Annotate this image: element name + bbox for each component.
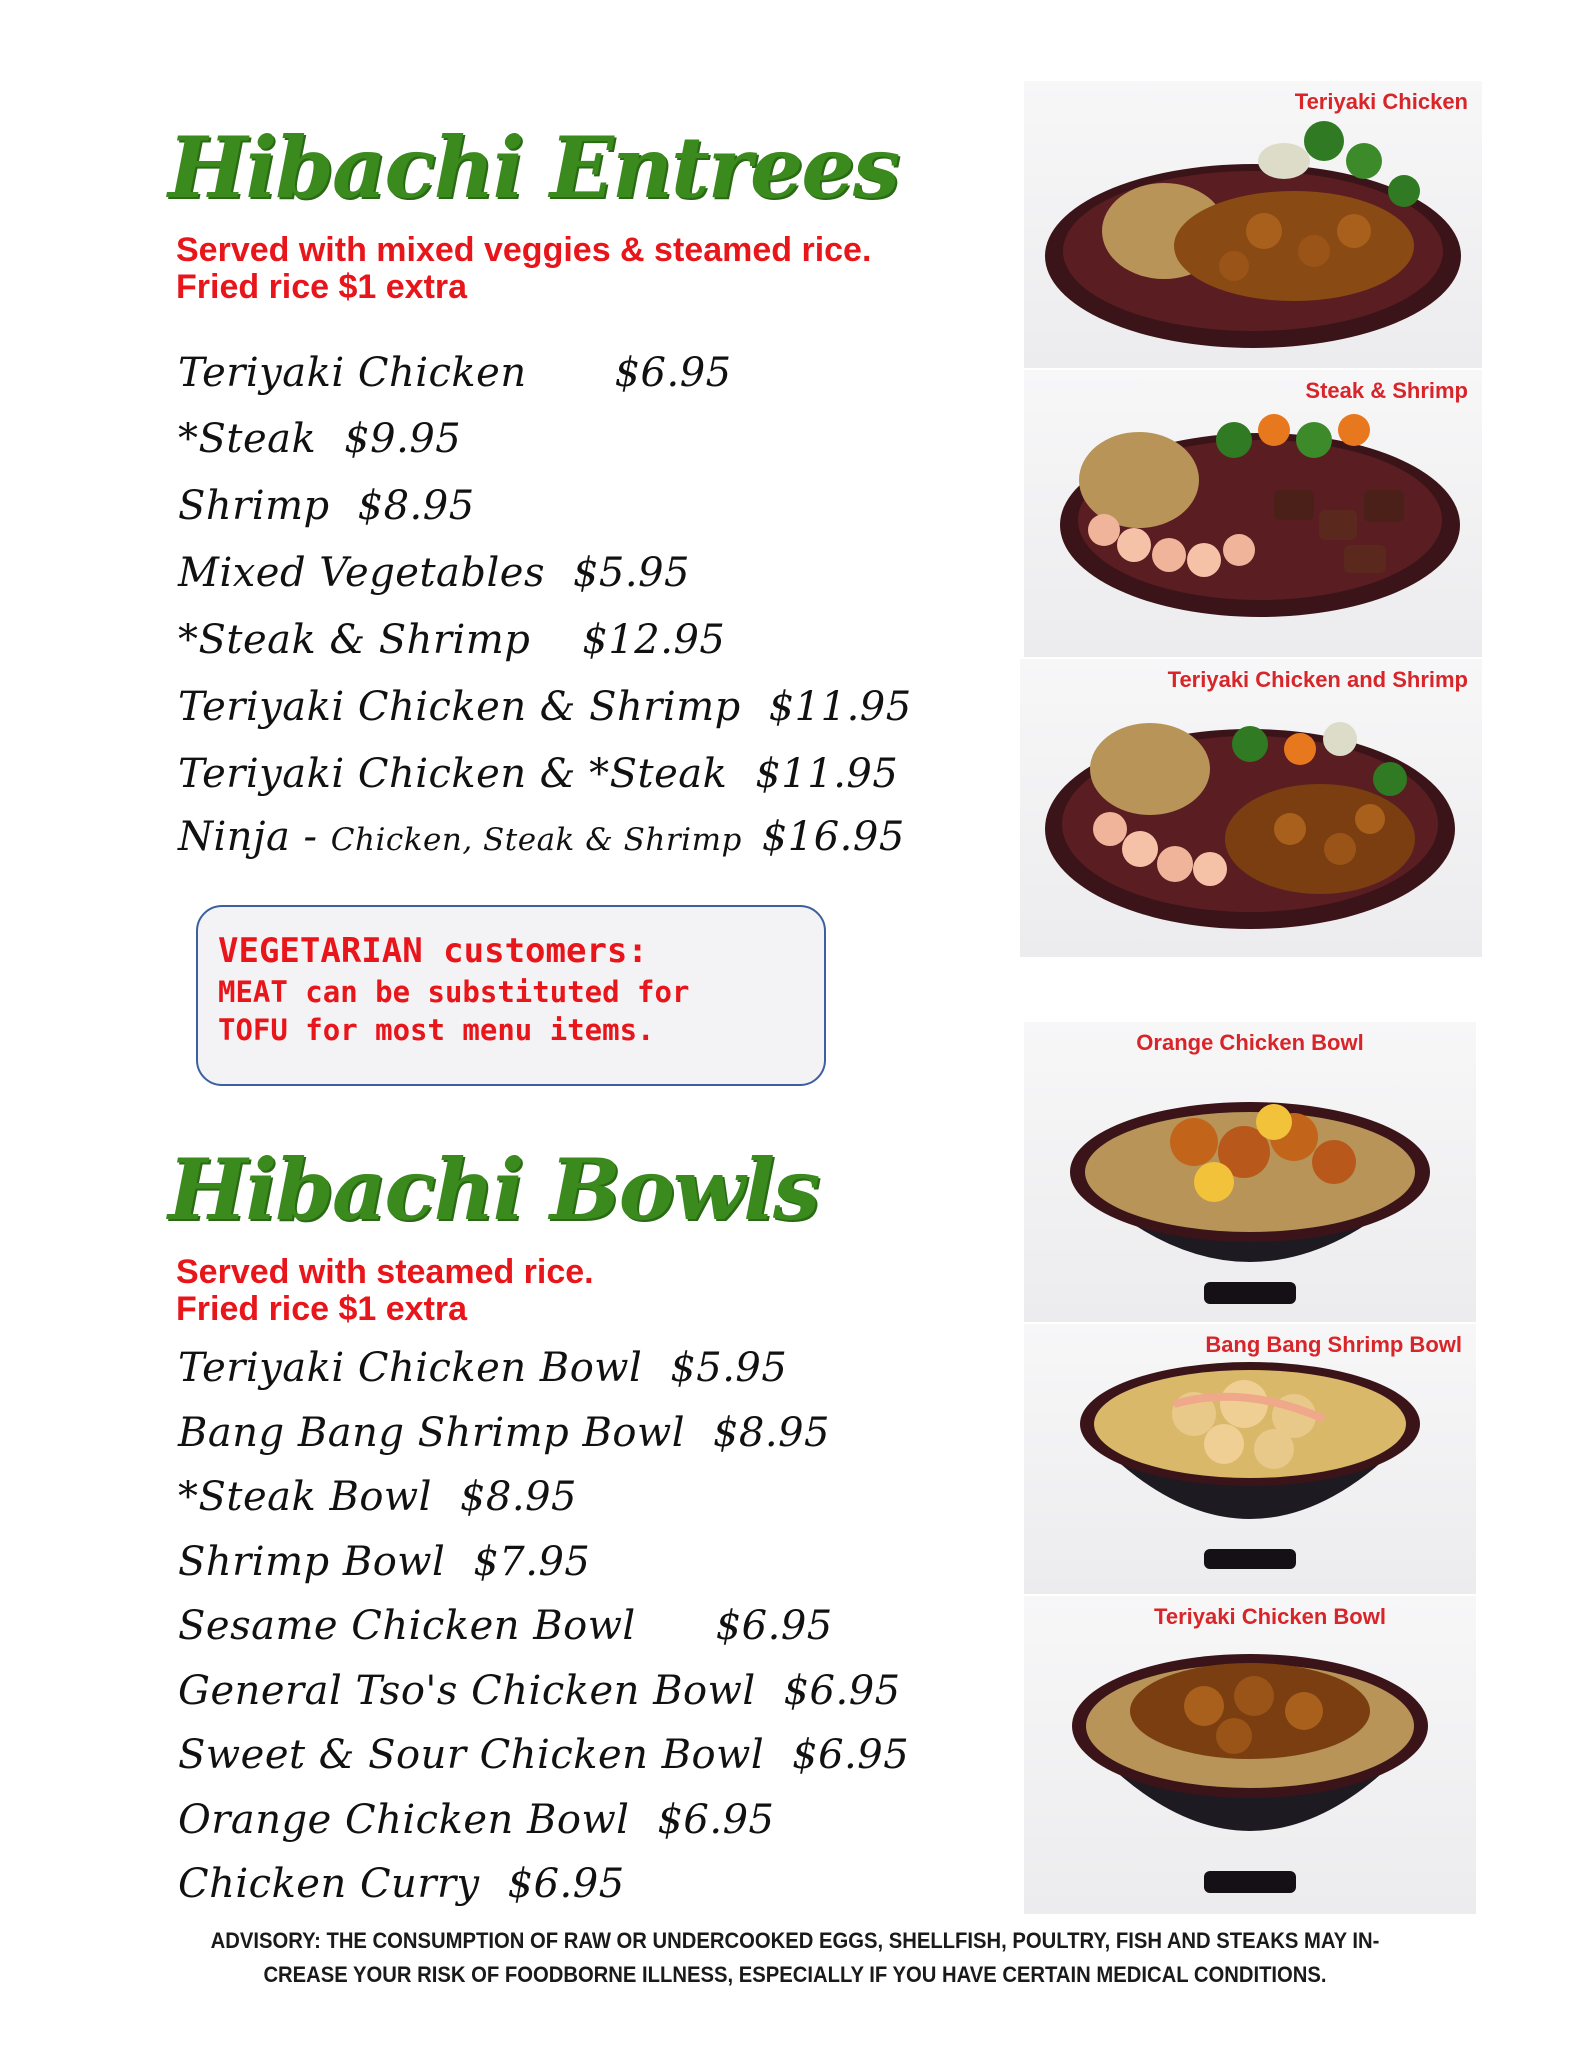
menu-item-chicken-curry: [178, 1861, 625, 1907]
menu-item-price: $6.95: [507, 1861, 625, 1907]
menu-item-price: $6.95: [614, 350, 732, 396]
menu-item-shrimp-bowl: [178, 1539, 590, 1585]
menu-item-name: Teriyaki Chicken & Shrimp: [178, 684, 741, 730]
plate-illustration: [1024, 81, 1482, 368]
vegetarian-note-line-2: TOFU for most menu items.: [218, 1013, 655, 1047]
menu-item-price: $6.95: [715, 1603, 833, 1649]
vegetarian-note-title: VEGETARIAN customers:: [218, 931, 648, 971]
menu-item-price: $12.95: [582, 617, 726, 663]
menu-item-name: Sweet & Sour Chicken Bowl: [178, 1732, 765, 1778]
menu-item-name: *Steak & Shrimp: [178, 617, 531, 663]
menu-item-teriyaki-chicken-steak: [178, 751, 898, 797]
menu-item-name: Sesame Chicken Bowl: [178, 1603, 636, 1649]
menu-item-teriyaki-chicken-bowl: [178, 1345, 787, 1391]
menu-item-name: General Tso's Chicken Bowl: [178, 1668, 756, 1714]
menu-item-name: *Steak Bowl: [178, 1474, 432, 1520]
bowls-subtitle-1: Served with steamed rice.: [176, 1253, 594, 1291]
bowls-subtitle-2: Fried rice $1 extra: [176, 1290, 468, 1328]
menu-item-price: $6.95: [657, 1797, 775, 1843]
menu-item-price: $7.95: [473, 1539, 591, 1585]
photo-label: Teriyaki Chicken: [1294, 89, 1468, 114]
menu-item-price: $16.95: [761, 814, 905, 860]
bowl-illustration: [1024, 1324, 1476, 1594]
menu-item-name: Orange Chicken Bowl: [178, 1797, 630, 1843]
entrees-subtitle-1: Served with mixed veggies & steamed rice.: [176, 231, 872, 269]
bowls-heading: Hibachi Bowls: [168, 1140, 819, 1239]
plate-illustration: [1020, 659, 1482, 957]
photo-teriyaki-chicken-shrimp: [1020, 659, 1482, 957]
menu-item-price: $8.95: [459, 1474, 577, 1520]
menu-item-name: *Steak: [178, 416, 317, 462]
advisory-line-1: ADVISORY: THE CONSUMPTION OF RAW OR UNDERCOOKED EGGS, SHELLFISH, POULTRY, FISH AND STEAKS MAY IN-: [210, 1928, 1380, 1953]
menu-item-shrimp: [178, 483, 475, 529]
menu-item-steak: [178, 416, 461, 462]
vegetarian-note-box: [196, 905, 826, 1086]
menu-item-orange-chicken-bowl: [178, 1797, 775, 1843]
bowl-illustration: [1024, 1022, 1476, 1322]
menu-item-price: $9.95: [344, 416, 462, 462]
advisory-notice: [183, 1924, 1407, 1992]
menu-item-name: Teriyaki Chicken: [178, 350, 527, 396]
entrees-subtitle-2: Fried rice $1 extra: [176, 268, 468, 306]
menu-item-steak-shrimp: [178, 617, 725, 663]
menu-item-bang-bang-shrimp-bowl: [178, 1410, 830, 1456]
menu-item-sweet-sour-chicken-bowl: [178, 1732, 909, 1778]
photo-bang-bang-shrimp-bowl: [1024, 1324, 1476, 1594]
advisory-line-2: CREASE YOUR RISK OF FOODBORNE ILLNESS, ESPECIALLY IF YOU HAVE CERTAIN MEDICAL CONDITIONS.: [263, 1962, 1327, 1987]
menu-item-price: $6.95: [792, 1732, 910, 1778]
menu-item-steak-bowl: [178, 1474, 577, 1520]
menu-item-name: Teriyaki Chicken Bowl: [178, 1345, 643, 1391]
photo-teriyaki-chicken-bowl: [1024, 1596, 1476, 1914]
vegetarian-note-line-1: MEAT can be substituted for: [218, 975, 690, 1009]
menu-item-price: $11.95: [768, 684, 912, 730]
menu-item-name: Teriyaki Chicken & *Steak: [178, 751, 728, 797]
menu-item-price: $5.95: [670, 1345, 788, 1391]
menu-item-price: $11.95: [755, 751, 899, 797]
menu-item-price: $5.95: [572, 550, 690, 596]
menu-item-price: $6.95: [783, 1668, 901, 1714]
bowl-illustration: [1024, 1596, 1476, 1914]
entrees-heading: Hibachi Entrees: [168, 118, 899, 217]
photo-label: Steak & Shrimp: [1305, 378, 1468, 403]
menu-item-general-tsos-chicken-bowl: [178, 1668, 901, 1714]
menu-item-name: Shrimp: [178, 483, 330, 529]
menu-item-mixed-vegetables: [178, 550, 690, 596]
menu-item-ninja: [178, 814, 905, 860]
menu-item-name: Chicken Curry: [178, 1861, 480, 1907]
menu-item-name: Ninja -: [178, 814, 318, 860]
menu-item-sesame-chicken-bowl: [178, 1603, 833, 1649]
menu-item-name: Mixed Vegetables: [178, 550, 545, 596]
menu-item-detail: Chicken, Steak & Shrimp: [330, 822, 742, 858]
photo-label: Orange Chicken Bowl: [1136, 1030, 1364, 1055]
menu-item-name: Bang Bang Shrimp Bowl: [178, 1410, 685, 1456]
plate-illustration: [1024, 370, 1482, 657]
menu-item-teriyaki-chicken: [178, 350, 732, 396]
photo-label: Teriyaki Chicken and Shrimp: [1167, 667, 1468, 692]
photo-teriyaki-chicken: [1024, 81, 1482, 368]
photo-orange-chicken-bowl: [1024, 1022, 1476, 1322]
menu-item-price: $8.95: [712, 1410, 830, 1456]
photo-label: Bang Bang Shrimp Bowl: [1205, 1332, 1462, 1357]
menu-item-name: Shrimp Bowl: [178, 1539, 446, 1585]
menu-item-teriyaki-chicken-shrimp: [178, 684, 912, 730]
photo-steak-shrimp: [1024, 370, 1482, 657]
menu-item-price: $8.95: [357, 483, 475, 529]
photo-label: Teriyaki Chicken Bowl: [1154, 1604, 1386, 1629]
